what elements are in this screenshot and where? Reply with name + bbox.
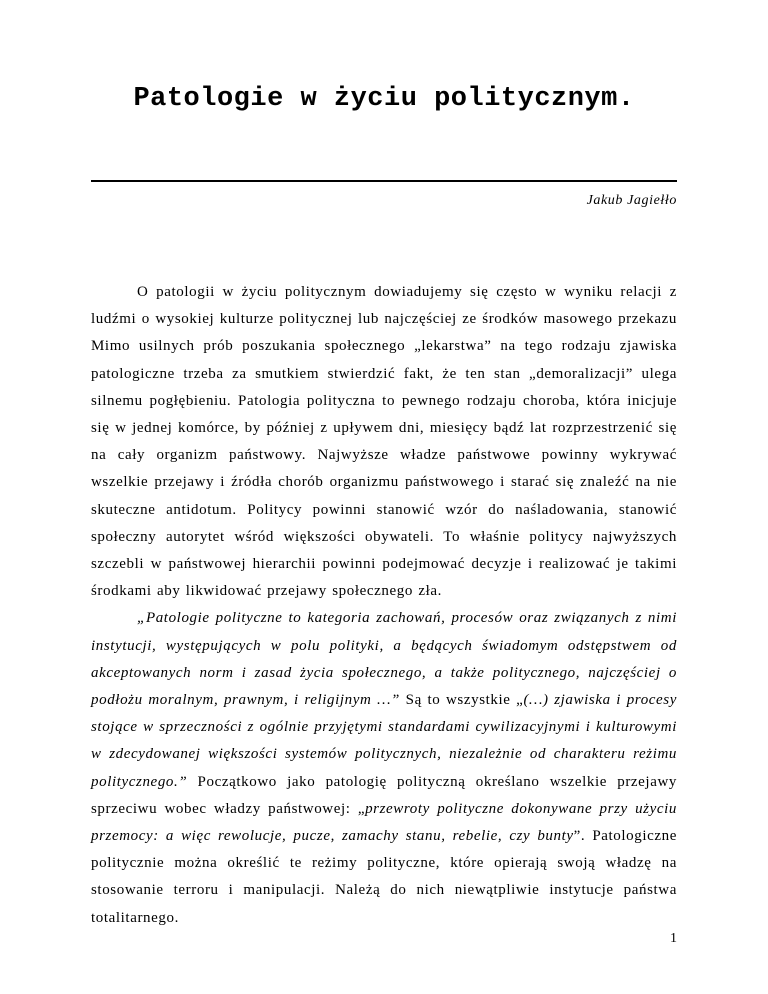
paragraph-2-text-1: Są to wszystkie „ [400, 692, 524, 709]
paragraph-2-text-2: Początkowo jako patologię polityczną określano wszelkie przejawy sprzeciwu wobec władzy państwowej: „ [91, 773, 677, 817]
document-title: Patologie w życiu politycznym. [133, 84, 635, 114]
quote-phenomena: (…) zjawiska i procesy stojące w sprzeczności z ogólnie przyjętymi standardami cywilizacyjnymi i kulturowymi w zdecydowanej większości systemów politycznych, niezależnie od charakteru reżimu politycznego.” [91, 692, 678, 790]
author-name: Jakub Jagiełło [586, 193, 677, 208]
page-number: 1 [670, 931, 677, 946]
quote-definition: „Patologie polityczne to kategoria zachowań, procesów oraz związanych z nimi instytucji, występujących w polu polityki, a będących świadomym odstępstwem od akceptowanych norm i zasad życia społecznego, a także politycznego, najczęściej o podłożu moralnym, prawnym, i religijnym …” [91, 610, 677, 709]
document-body [91, 279, 677, 932]
paragraph-2 [91, 605, 677, 931]
paragraph-1: O patologii w życiu politycznym dowiadujemy się często w wyniku relacji z ludźmi o wysokiej kulturze politycznej lub najczęściej ze środków masowego przekazu Mimo usilnych prób poszukania społecznego „lekarstwa” na tego rodzaju zjawiska patologiczne trzeba za smutkiem stwierdzić fakt, że ten stan „demoralizacji” ulega silnemu pogłębieniu. Patologia polityczna to pewnego rodzaju choroba, która inicjuje się w jednej komórce, by później z upływem dni, miesięcy bądź lat rozprzestrzenić się na cały organizm państwowy. Najwyższe władze państwowe powinny wykrywać wszelkie przejawy i źródła chorób organizmu państwowego i starać się znaleźć na nie skuteczne antidotum. Politycy powinni stanowić wzór do naśladowania, stanowić społeczny autorytet wśród większości obywateli. To właśnie politycy najwyższych szczebli w państwowej hierarchii powinni podejmować decyzje i realizować je takimi środkami aby likwidować przejawy społecznego zła. [91, 284, 677, 600]
title-divider [91, 180, 677, 182]
quote-coups: przewroty polityczne dokonywane przy użyciu przemocy: a więc rewolucje, pucze, zamachy stanu, rebelie, czy bunty [91, 800, 677, 845]
paragraph-2-text-3: ”. Patologiczne politycznie można określić te reżimy polityczne, które opierają swoją władzę na stosowanie terroru i manipulacji. Należą do nich niewątpliwie instytucje państwa totalitarnego. [91, 828, 677, 926]
